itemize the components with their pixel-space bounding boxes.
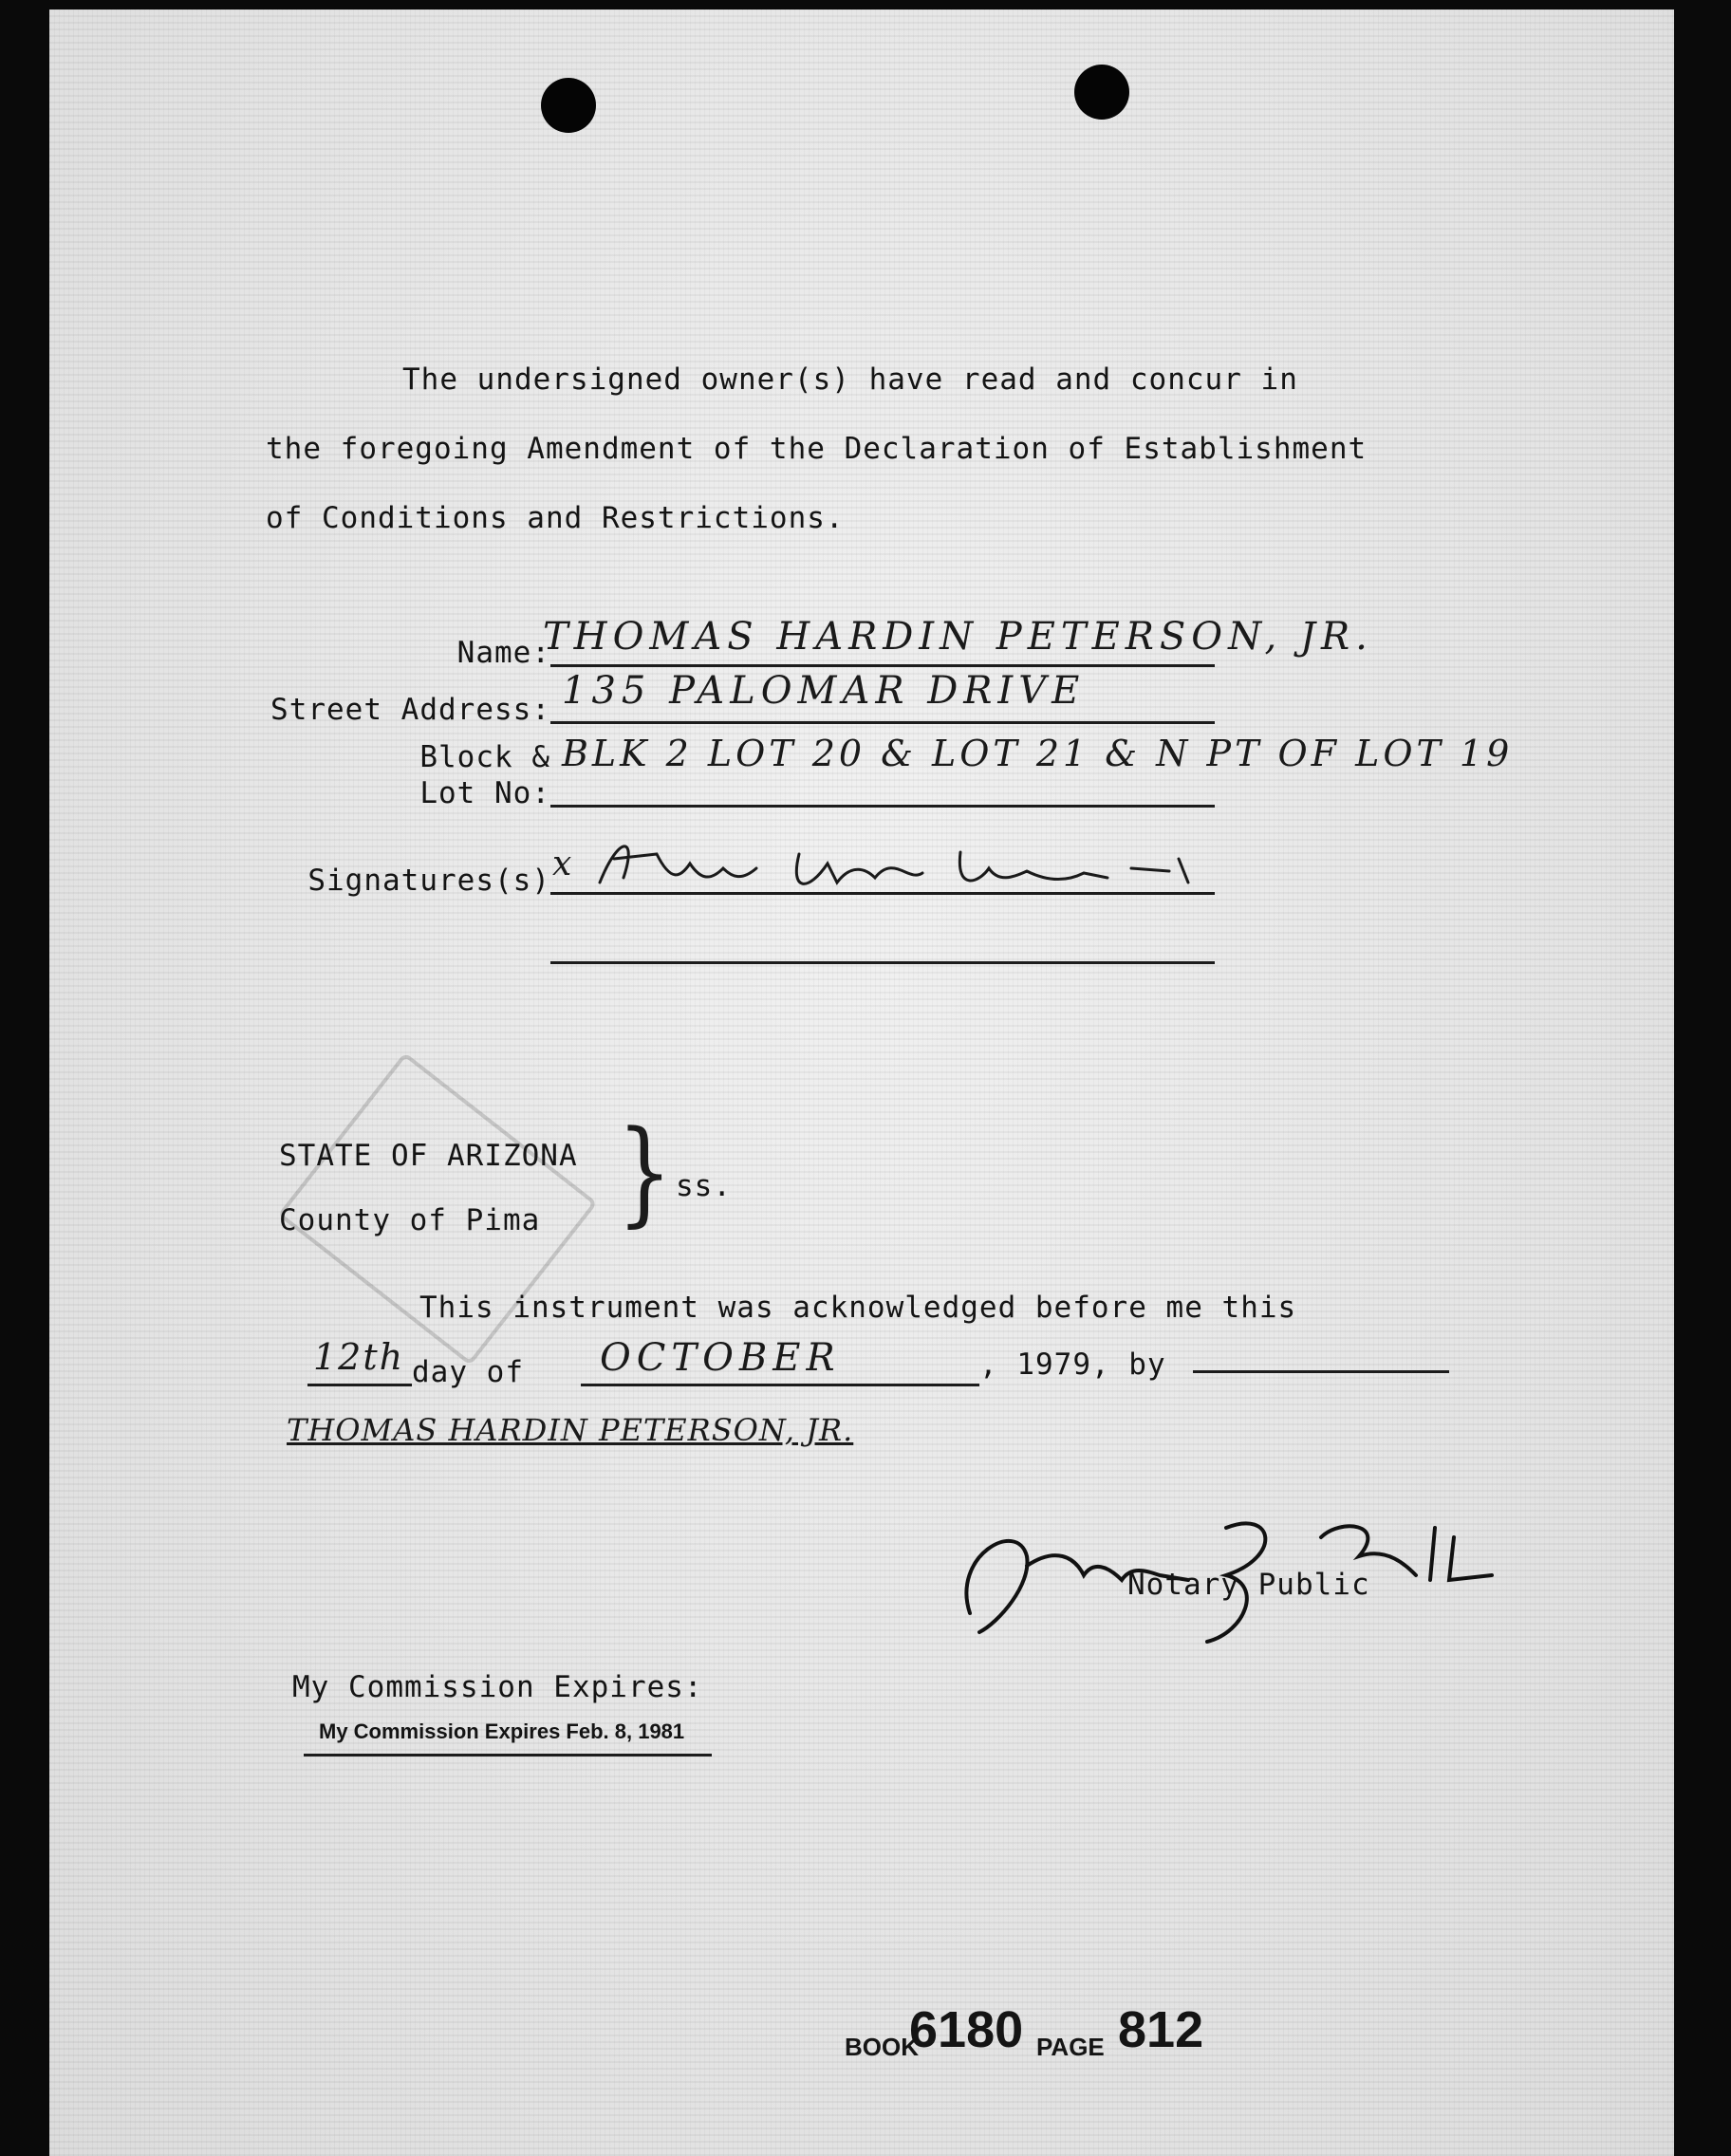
page-label: PAGE xyxy=(1036,2033,1105,2061)
signature-line-2 xyxy=(550,961,1215,964)
signature-line-1 xyxy=(550,892,1215,895)
street-address-value: 135 PALOMAR DRIVE xyxy=(562,669,1086,713)
street-address-label: Street Address: xyxy=(270,693,550,727)
notary-public-label: Notary Public xyxy=(1127,1568,1370,1602)
signature-prefix: x xyxy=(552,845,578,883)
name-value: THOMAS HARDIN PETERSON, JR. xyxy=(543,615,1373,659)
block-lot-line xyxy=(550,805,1215,808)
declaration-line-1: The undersigned owner(s) have read and concur in xyxy=(402,362,1298,397)
block-lot-label-2: Lot No: xyxy=(419,776,550,810)
day-value: 12th xyxy=(313,1336,405,1378)
day-of-text: day of xyxy=(412,1355,524,1389)
street-address-line xyxy=(550,721,1215,724)
county-of-pima: County of Pima xyxy=(279,1203,541,1237)
declaration-line-3: of Conditions and Restrictions. xyxy=(266,501,845,535)
acknowledgment-line-1: This instrument was acknowledged before me this xyxy=(419,1291,1297,1325)
book-label: BOOK xyxy=(845,2033,919,2061)
name-label: Name: xyxy=(456,636,550,670)
commission-expires-stamp: My Commission Expires Feb. 8, 1981 xyxy=(319,1719,685,1743)
commission-expires-label: My Commission Expires: xyxy=(292,1670,703,1704)
block-lot-value: BLK 2 LOT 20 & LOT 21 & N PT OF LOT 19 xyxy=(562,733,1514,774)
signatures-label: Signatures(s) xyxy=(307,864,550,898)
name-line xyxy=(550,664,1215,667)
document-page xyxy=(49,9,1674,2156)
commission-line xyxy=(304,1754,712,1756)
block-lot-label-1: Block & xyxy=(419,740,550,774)
year-text: , 1979, by xyxy=(979,1348,1166,1382)
acknowledged-by-value: THOMAS HARDIN PETERSON, JR. xyxy=(287,1412,854,1448)
by-line xyxy=(1193,1370,1449,1373)
month-value: OCTOBER xyxy=(600,1336,841,1380)
month-line xyxy=(581,1384,979,1386)
owner-signature xyxy=(581,826,1226,901)
punch-hole-right xyxy=(1074,65,1129,120)
venue-brace: } xyxy=(617,1106,673,1238)
punch-hole-left xyxy=(541,78,596,133)
ss-text: ss. xyxy=(676,1169,732,1203)
page-number: 812 xyxy=(1118,2001,1204,2058)
day-line xyxy=(307,1384,412,1386)
declaration-line-2: the foregoing Amendment of the Declaration of Establishment xyxy=(266,432,1368,466)
book-number: 6180 xyxy=(909,2001,1024,2058)
state-of-arizona: STATE OF ARIZONA xyxy=(279,1139,578,1173)
